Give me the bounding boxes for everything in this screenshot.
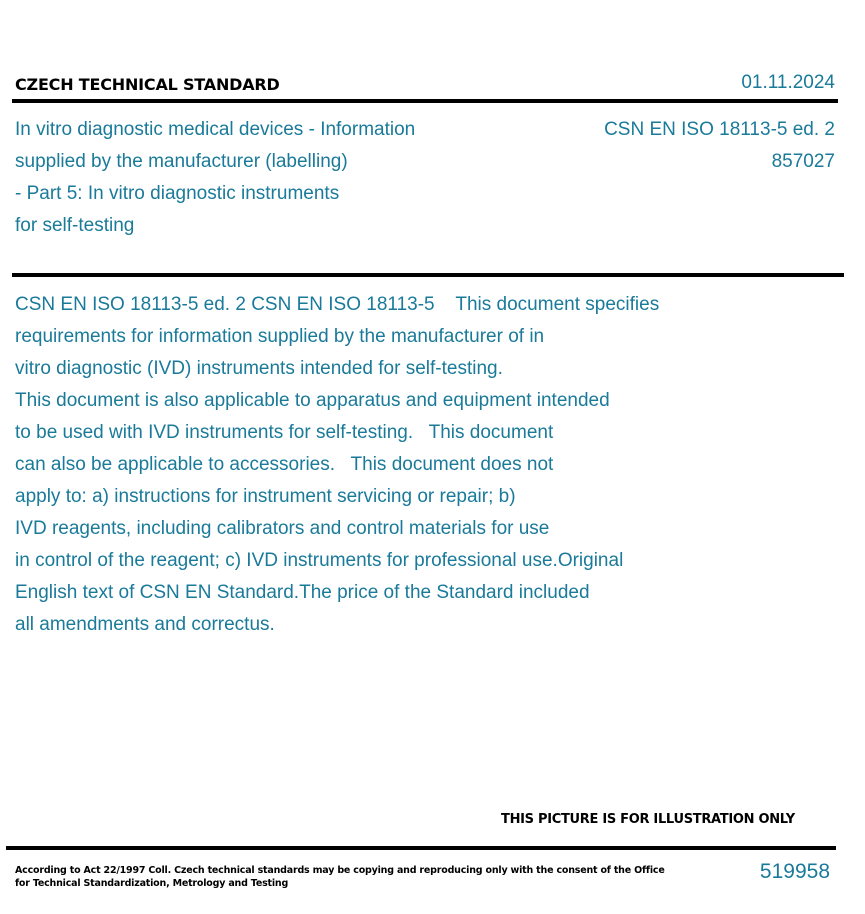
standard-designation: CSN EN ISO 18113-5 ed. 2 (604, 119, 835, 140)
section-divider (12, 273, 844, 277)
standard-title (15, 114, 485, 242)
description-line: can also be applicable to accessories. This document does not (15, 454, 554, 475)
catalog-number: 857027 (771, 151, 835, 172)
publication-date: 01.11.2024 (741, 72, 835, 93)
footer-divider (6, 846, 836, 850)
document-type-label: CZECH TECHNICAL STANDARD (15, 75, 280, 94)
legal-line: According to Act 22/1997 Coll. Czech technical standards may be copying and reproducing only with the consent of the Office (15, 865, 665, 876)
title-line: for self-testing (15, 215, 135, 236)
document-number: 519958 (759, 860, 830, 883)
description-line: IVD reagents, including calibrators and control materials for use (15, 518, 550, 539)
legal-notice (15, 864, 665, 890)
header-divider (12, 99, 838, 103)
title-line: supplied by the manufacturer (labelling) (15, 151, 348, 172)
title-line: - Part 5: In vitro diagnostic instruments (15, 183, 340, 204)
standard-identifier (604, 114, 835, 178)
description-line: This document is also applicable to apparatus and equipment intended (15, 390, 610, 411)
description-line: to be used with IVD instruments for self-testing. This document (15, 422, 554, 443)
description-line: vitro diagnostic (IVD) instruments intended for self-testing. (15, 358, 503, 379)
description-line: CSN EN ISO 18113-5 ed. 2 CSN EN ISO 18113-5 This document specifies (15, 294, 660, 315)
title-line: In vitro diagnostic medical devices - Information (15, 119, 416, 140)
description-line: in control of the reagent; c) IVD instruments for professional use.Original (15, 550, 624, 571)
description-line: English text of CSN EN Standard.The price of the Standard included (15, 582, 590, 603)
illustration-disclaimer: THIS PICTURE IS FOR ILLUSTRATION ONLY (501, 812, 795, 827)
description-line: apply to: a) instructions for instrument servicing or repair; b) (15, 486, 516, 507)
legal-line: for Technical Standardization, Metrology and Testing (15, 878, 289, 889)
standard-description (15, 289, 835, 641)
description-line: requirements for information supplied by the manufacturer of in (15, 326, 545, 347)
description-line: all amendments and correctus. (15, 614, 275, 635)
